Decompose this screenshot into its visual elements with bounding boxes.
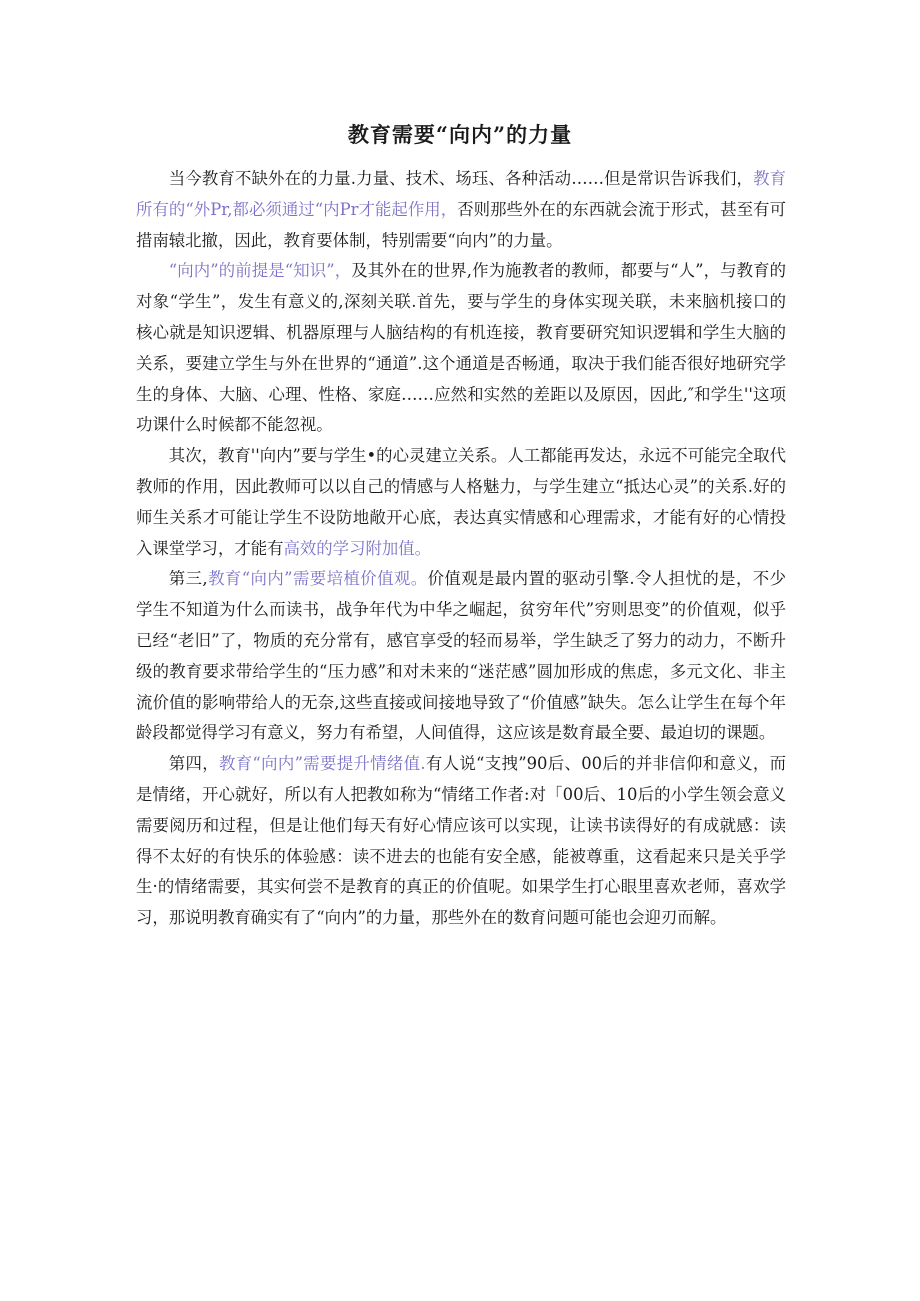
document-body <box>136 164 786 934</box>
paragraph-third-point <box>136 564 786 749</box>
paragraph-text: 及其外在的世界,作为施教者的教师，都要与“人”，与教育的对象“学生”，发生有意义的,深刻关联.首先，要与学生的身体实现关联，未来脑机接口的核心就是知识逻辑、机器原理与人脑结构的有机连接，教育要研究知识逻辑和学生大脑的关系，要建立学生与外在世界的“通道”.这个通道是否畅通，取决于我们能否很好地研究学生的身体、大脑、心理、性格、家庭……应然和实然的差距以及原因，因此,″和学生''这项功课什么时候都不能忽视。 <box>136 261 786 435</box>
paragraph-text: 第三, <box>168 569 208 589</box>
paragraph-fourth-point <box>136 749 786 934</box>
highlighted-text: 教育“向内”需要培植价值观。 <box>207 569 428 589</box>
document-title: 教育需要“向内”的力量 <box>347 122 573 147</box>
highlighted-text: 高效的学习附加值。 <box>283 538 432 558</box>
highlighted-text: “向内”的前提是“知识”， <box>168 261 352 281</box>
paragraph-text: 当今教育不缺外在的力量.力量、技术、场珏、各种活动……但是常识告诉我们， <box>168 169 754 188</box>
highlighted-text: 教育所有的“外Pr,都必须通过“内Pr才能起作用， <box>136 169 786 219</box>
highlighted-text: 教育“向内”需要提升情绪值. <box>218 754 426 774</box>
paragraph-text: 第四， <box>168 754 219 774</box>
paragraph-text: 其次，教育''向内”要与学生•的心灵建立关系。人工都能再发达，永远不可能完全取代教师的作用，因此教师可以以自己的情感与人格魅力，与学生建立“抵达心灵”的关系.好的师生关系才可能让学生不设防地敞开心底，表达真实情感和心理需求，才能有好的心情投入课堂学习，才能有 <box>136 446 786 558</box>
paragraph-text: 价值观是最内置的驱动引擎.令人担忧的是，不少学生不知道为什么而读书，战争年代为中华之崛起，贫穷年代”穷则思变”的价值观，似乎已经“老旧”了，物质的充分常有，感官享受的轻而易举，学生缺乏了努力的动力，不断升级的教育要求带给学生的“压力感”和对未来的“迷茫感”圆加形成的焦虑，多元文化、非主流价值的影响带给人的无奈,这些直接或间接地导致了“价值感”缺失。怎么让学生在每个年龄段都觉得学习有意义，努力有希望，人间值得，这应该是数育最全要、最迫切的课题。 <box>136 569 786 743</box>
paragraph-text: 否则那些外在的东西就会流于形式，甚至有可措南辕北撤，因此，教育要体制，特别需要“向内”的力量。 <box>136 199 786 250</box>
paragraph-second-point <box>136 441 786 564</box>
paragraph-text: 有人说“支拽”90后、00后的并非信仰和意义，而是情绪，开心就好，所以有人把教如称为“情绪工作者:对「00后、10后的小学生领会意义需要阅历和过程，但是让他们每天有好心情应该可以实现，让读书读得好的有成就感：读得不太好的有快乐的体验感：读不进去的也能有安全感，能被尊重，这看起来只是关乎学生·的情绪需要，其实何尝不是教育的真正的价值呢。如果学生打心眼里喜欢老师，喜欢学习，那说明教育确实有了“向内”的力量，那些外在的数育问题可能也会迎刃而解。 <box>136 754 787 928</box>
paragraph-first-point <box>136 256 786 441</box>
paragraph-intro <box>136 164 786 256</box>
